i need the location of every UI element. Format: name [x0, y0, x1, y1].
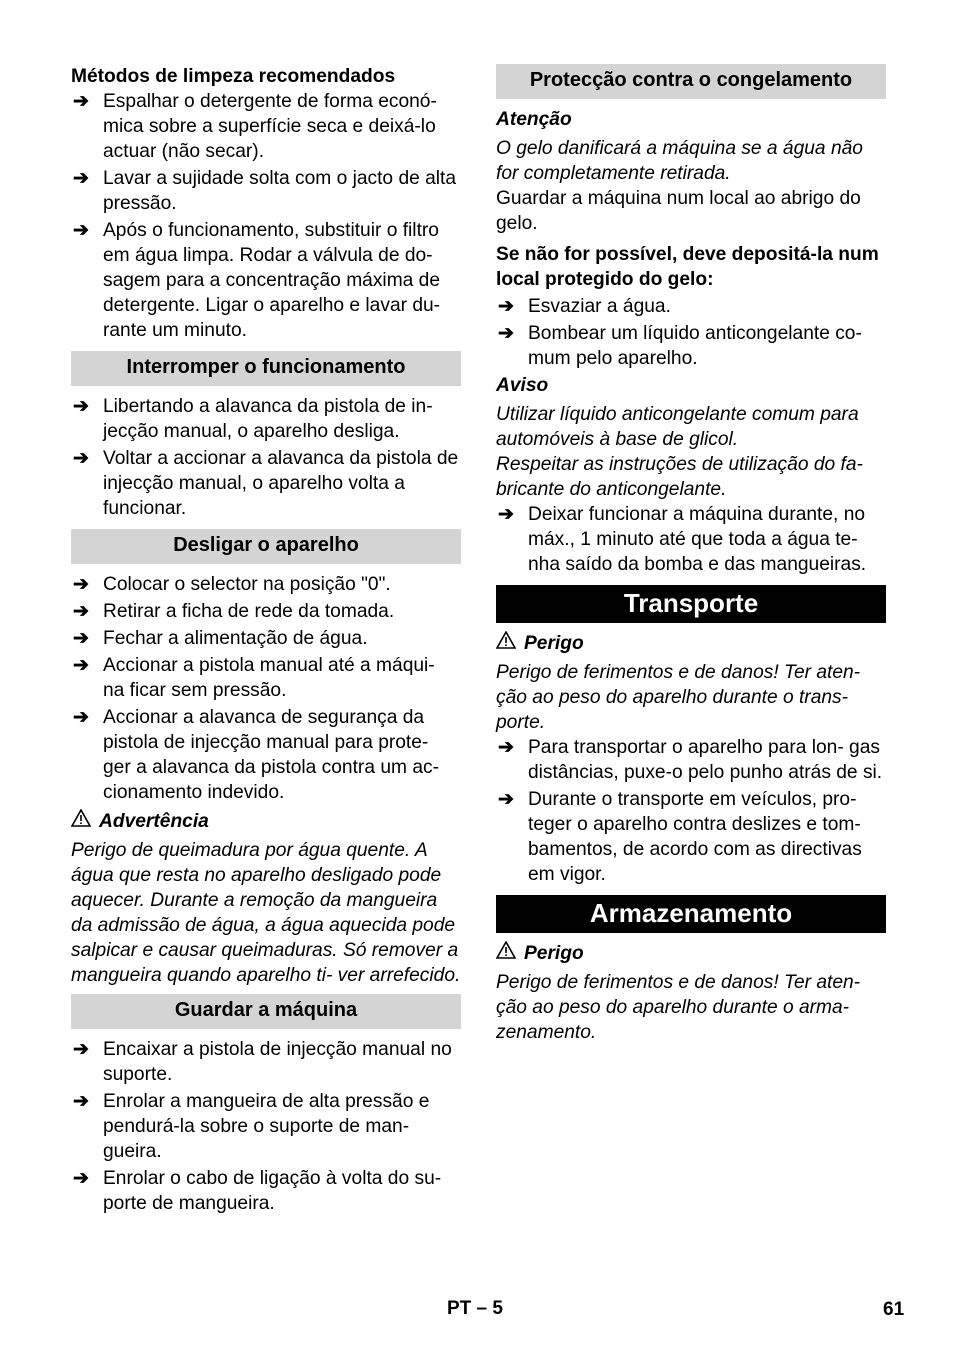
aviso-list — [496, 502, 886, 577]
arrow-right-icon: ➔ — [498, 323, 515, 344]
section-header-guardar: Guardar a máquina — [71, 994, 461, 1029]
section-header-interromper: Interromper o funcionamento — [71, 351, 461, 386]
armazenamento-perigo-label: Perigo — [524, 943, 584, 964]
list-item-text: Libertando a alavanca da pistola de in- jecção manual, o aparelho desliga. — [103, 396, 433, 442]
arrow-right-icon: ➔ — [73, 168, 90, 189]
arrow-right-icon: ➔ — [73, 628, 90, 649]
guardar-text: Guardar a máquina num local ao abrigo do gelo. — [496, 188, 861, 234]
list-item — [71, 653, 461, 703]
list-item-text: Retirar a ficha de rede da tomada. — [103, 601, 395, 622]
left-column — [71, 64, 461, 1218]
arrow-right-icon: ➔ — [73, 574, 90, 595]
right-column — [496, 64, 886, 1045]
list-item — [496, 502, 886, 577]
metodos-list — [71, 89, 461, 343]
transporte-perigo-label: Perigo — [524, 633, 584, 654]
section-title-metodos: Métodos de limpeza recomendados — [71, 66, 396, 87]
aviso-label: Aviso — [496, 375, 549, 396]
list-item — [71, 1037, 461, 1087]
list-item-text: Voltar a accionar a alavanca da pistola de injecção manual, o aparelho volta a funcionar. — [103, 448, 459, 519]
arrow-right-icon: ➔ — [498, 504, 515, 525]
section-header-proteccao: Protecção contra o congelamento — [496, 64, 886, 99]
list-item-text: Durante o transporte em veículos, pro- teger o aparelho contra deslizes e tom- bamentos, de acordo com as directivas em vigor. — [528, 789, 862, 885]
desligar-list — [71, 572, 461, 805]
list-item — [496, 735, 886, 785]
se-nao-list — [496, 294, 886, 371]
list-item — [71, 1089, 461, 1164]
arrow-right-icon: ➔ — [73, 1039, 90, 1060]
transporte-perigo-text: Perigo de ferimentos e de danos! Ter aten- ção ao peso do aparelho durante o trans- porte. — [496, 662, 861, 733]
arrow-right-icon: ➔ — [498, 737, 515, 758]
list-item-text: Para transportar o aparelho para lon- gas distâncias, puxe-o pelo punho atrás de si. — [528, 737, 883, 783]
se-nao-text: Se não for possível, deve depositá-la num local protegido do gelo: — [496, 244, 879, 290]
list-item — [71, 218, 461, 343]
list-item-text: Após o funcionamento, substituir o filtro em água limpa. Rodar a válvula de do- sagem para a concentração máxima de detergente. Ligar o aparelho e lavar du- rante um minuto. — [103, 220, 441, 341]
arrow-right-icon: ➔ — [73, 707, 90, 728]
arrow-right-icon: ➔ — [498, 789, 515, 810]
arrow-right-icon: ➔ — [73, 601, 90, 622]
list-item-text: Accionar a alavanca de segurança da pistola de injecção manual para prote- ger a alavanca da pistola contra um ac- cionamento indevido. — [103, 707, 439, 803]
list-item-text: Deixar funcionar a máquina durante, no máx., 1 minuto até que toda a água te- nha saído da bomba e das mangueiras. — [528, 504, 867, 575]
list-item — [71, 599, 461, 624]
transporte-perigo-heading — [496, 631, 886, 656]
advertencia-heading — [71, 809, 461, 834]
aviso-text-1: Utilizar líquido anticongelante comum para automóveis à base de glicol. — [496, 404, 859, 450]
interromper-list — [71, 394, 461, 521]
list-item-text: Esvaziar a água. — [528, 296, 671, 317]
list-item — [71, 166, 461, 216]
footer-page-number: 61 — [883, 1299, 905, 1320]
transporte-list — [496, 735, 886, 887]
arrow-right-icon: ➔ — [73, 396, 90, 417]
list-item — [71, 446, 461, 521]
arrow-right-icon: ➔ — [73, 220, 90, 241]
list-item — [71, 626, 461, 651]
advertencia-label: Advertência — [99, 811, 209, 832]
list-item — [71, 705, 461, 805]
armazenamento-perigo-text: Perigo de ferimentos e de danos! Ter aten- ção ao peso do aparelho durante o arma- zenamento. — [496, 972, 861, 1043]
list-item-text: Accionar a pistola manual até a máqui- na ficar sem pressão. — [103, 655, 435, 701]
footer-language-page: PT – 5 — [447, 1298, 503, 1319]
arrow-right-icon: ➔ — [73, 1091, 90, 1112]
list-item-text: Lavar a sujidade solta com o jacto de alta pressão. — [103, 168, 457, 214]
list-item-text: Enrolar o cabo de ligação à volta do su- porte de mangueira. — [103, 1168, 442, 1214]
section-header-armazenamento: Armazenamento — [496, 895, 886, 933]
aviso-text-2: Respeitar as instruções de utilização do fa- bricante do anticongelante. — [496, 454, 863, 500]
advertencia-text: Perigo de queimadura por água quente. A água que resta no aparelho desligado pode aquecer. Durante a remoção da mangueira da admissão de água, a água aquecida pode salpicar e causar queimaduras. Só remover a mangueira quando aparelho ti- ver arrefecido. — [71, 840, 461, 986]
list-item — [71, 1166, 461, 1216]
list-item-text: Encaixar a pistola de injecção manual no suporte. — [103, 1039, 452, 1085]
arrow-right-icon: ➔ — [498, 296, 515, 317]
list-item-text: Bombear um líquido anticongelante co- mum pelo aparelho. — [528, 323, 862, 369]
list-item — [71, 394, 461, 444]
list-item — [496, 294, 886, 319]
section-header-transporte: Transporte — [496, 585, 886, 623]
section-header-desligar: Desligar o aparelho — [71, 529, 461, 564]
list-item-text: Enrolar a mangueira de alta pressão e pendurá-la sobre o suporte de man- gueira. — [103, 1091, 430, 1162]
list-item — [71, 89, 461, 164]
warning-triangle-icon — [496, 941, 516, 966]
warning-triangle-icon — [496, 631, 516, 656]
arrow-right-icon: ➔ — [73, 1168, 90, 1189]
list-item-text: Fechar a alimentação de água. — [103, 628, 368, 649]
atencao-label: Atenção — [496, 109, 572, 130]
list-item-text: Colocar o selector na posição "0". — [103, 574, 391, 595]
list-item — [496, 321, 886, 371]
armazenamento-perigo-heading — [496, 941, 886, 966]
list-item-text: Espalhar o detergente de forma econó- mica sobre a superfície seca e deixá-lo actuar (não secar). — [103, 91, 437, 162]
arrow-right-icon: ➔ — [73, 448, 90, 469]
arrow-right-icon: ➔ — [73, 91, 90, 112]
atencao-text: O gelo danificará a máquina se a água não for completamente retirada. — [496, 138, 863, 184]
list-item — [71, 572, 461, 597]
guardar-list — [71, 1037, 461, 1216]
warning-triangle-icon — [71, 809, 91, 834]
list-item — [496, 787, 886, 887]
arrow-right-icon: ➔ — [73, 655, 90, 676]
